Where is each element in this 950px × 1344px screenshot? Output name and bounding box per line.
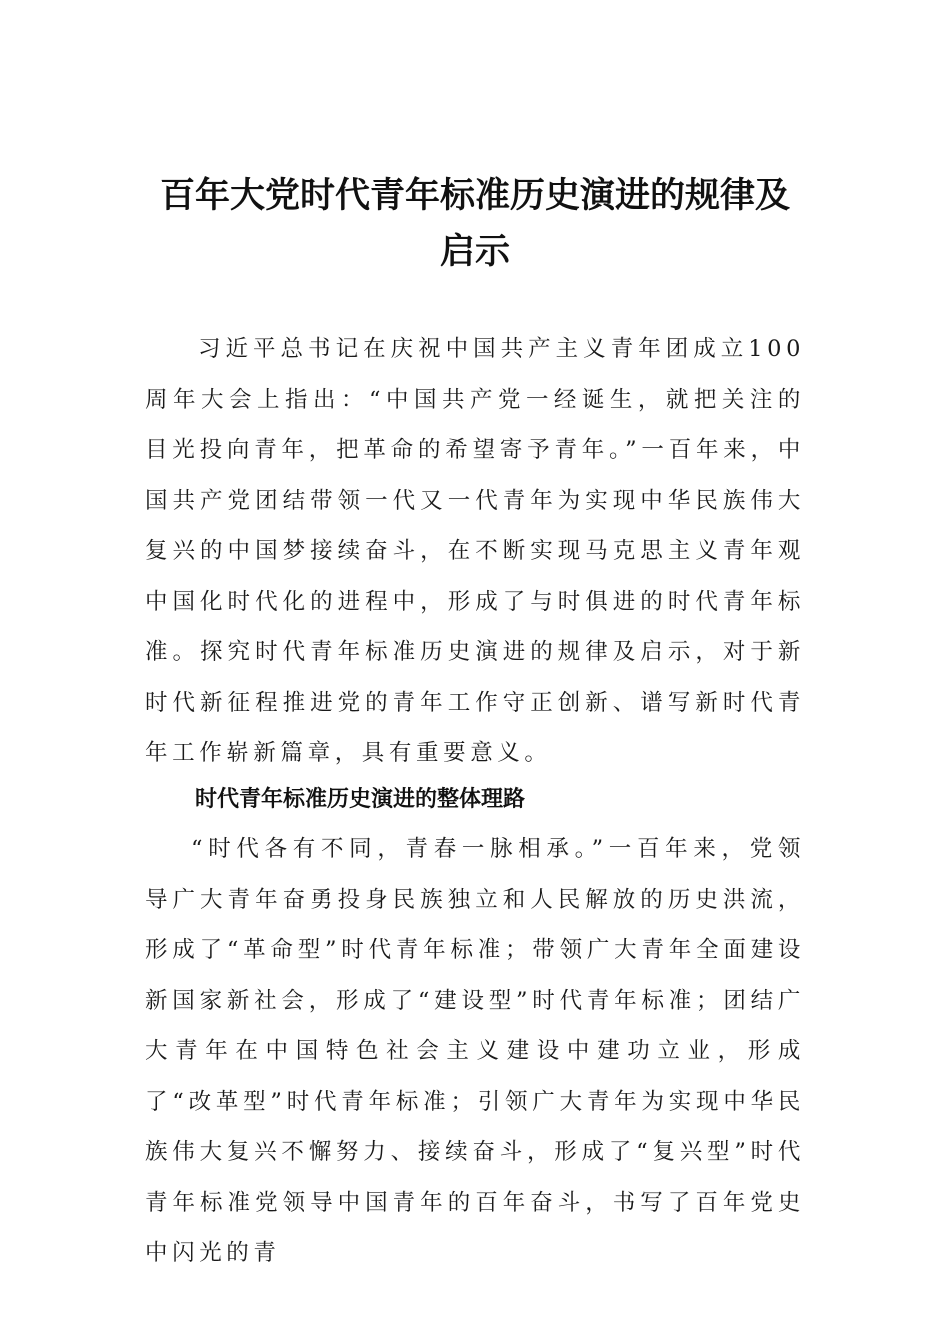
section-heading: 时代青年标准历史演进的整体理路 — [195, 787, 526, 812]
section-paragraph: “时代各有不同，青春一脉相承。”一百年来，党领导广大青年奋勇投身民族独立和人民解放的历史洪流，形成了“革命型”时代青年标准；带领广大青年全面建设新国家新社会，形成了“建设型”时代青年标准；团结广大青年在中国特色社会主义建设中建功立业，形成了“改革型”时代青年标准；引领广大青年为实现中华民族伟大复兴不懈努力、接续奋斗，形成了“复兴型”时代青年标准党领导中国青年的百年奋斗，书写了百年党史中闪光的青 — [145, 836, 805, 1266]
intro-paragraph: 习近平总书记在庆祝中国共产主义青年团成立100周年大会上指出：“中国共产党一经诞生，就把关注的目光投向青年，把革命的希望寄予青年。”一百年来，中国共产党团结带领一代又一代青年为实现中华民族伟大复兴的中国梦接续奋斗，在不断实现马克思主义青年观中国化时代化的进程中，形成了与时俱进的时代青年标准。探究时代青年标准历史演进的规律及启示，对于新时代新征程推进党的青年工作守正创新、谱写新时代青年工作崭新篇章，具有重要意义。 — [145, 336, 805, 766]
document-title: 百年大党时代青年标准历史演进的规律及启示 — [159, 175, 790, 272]
